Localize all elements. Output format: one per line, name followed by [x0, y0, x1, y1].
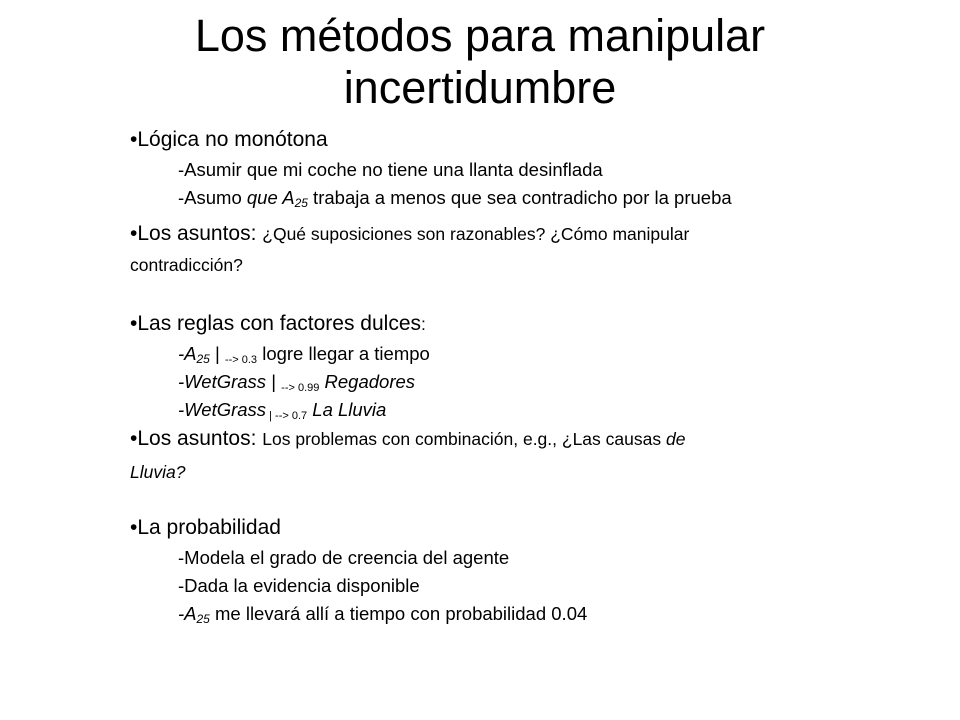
subitem-assume-a25-prefix: -Asumo: [178, 187, 247, 208]
title-line-2: incertidumbre: [343, 62, 617, 113]
subscript-25: 25: [196, 352, 210, 366]
rule-a25-a: -A: [178, 343, 197, 364]
bullet-soft-factors-label: •Las reglas con factores dulces: [130, 312, 422, 335]
issues-label: •Los asuntos:: [130, 427, 263, 450]
rule-wetgrass-arrow: --> 0.99: [281, 382, 320, 394]
subitem-evidence: -Dada la evidencia disponible: [178, 575, 420, 596]
rule-wetgrass-rain-text: La Lluvia: [307, 399, 387, 420]
rule-wetgrass-sprinklers: [178, 371, 415, 393]
rule-wetgrass-rain-arrow: | --> 0.7: [266, 410, 308, 422]
subitem-assume-a25-rest: trabaja a menos que sea contradicho por la prueba: [307, 187, 732, 208]
rule-wetgrass-text: Regadores: [319, 371, 416, 392]
issues-label: •Los asuntos:: [130, 222, 263, 245]
slide-title: [0, 10, 960, 114]
rule-a25-bar: |: [209, 343, 225, 364]
issues-combination-de: de: [665, 429, 686, 449]
rule-a25-arrow: --> 0.3: [224, 354, 258, 366]
subitem-a25-text: me llevará allí a tiempo con probabilidad 0.04: [209, 603, 588, 624]
issues-assumptions: [130, 222, 689, 246]
subitem-a25-a: -A: [178, 603, 197, 624]
title-line-1: Los métodos para manipular: [194, 10, 766, 61]
rule-a25-text: logre llegar a tiempo: [257, 343, 430, 364]
rule-wetgrass-rain-a: -WetGrass: [178, 399, 267, 420]
subitem-degree-belief: -Modela el grado de creencia del agente: [178, 547, 510, 568]
issues-combination-text: Los problemas con combinación, e.g., ¿Las causas: [262, 429, 666, 449]
issues-assumptions-text: ¿Qué suposiciones son razonables? ¿Cómo manipular: [262, 224, 690, 244]
subitem-flat-tire: -Asumir que mi coche no tiene una llanta desinflada: [178, 159, 603, 180]
rule-a25: [178, 343, 430, 365]
bullet-soft-factors: [130, 312, 426, 336]
issues-combination-cont: Lluvia?: [130, 462, 186, 482]
subscript-25: 25: [294, 196, 308, 210]
rule-wetgrass-a: -WetGrass: [178, 371, 267, 392]
rule-wetgrass-bar: |: [266, 371, 282, 392]
subitem-assume-a25: [178, 187, 732, 209]
bullet-nonmonotonic-logic: •Lógica no monótona: [130, 128, 328, 151]
issues-combination: [130, 427, 685, 451]
subscript-25: 25: [196, 612, 210, 626]
bullet-probability: •La probabilidad: [130, 516, 281, 539]
rule-wetgrass-rain: [178, 399, 386, 421]
bullet-soft-factors-colon: :: [421, 314, 426, 334]
subitem-assume-a25-que: que A: [246, 187, 295, 208]
issues-assumptions-cont: contradicción?: [130, 255, 243, 275]
subitem-a25-probability: [178, 603, 587, 625]
